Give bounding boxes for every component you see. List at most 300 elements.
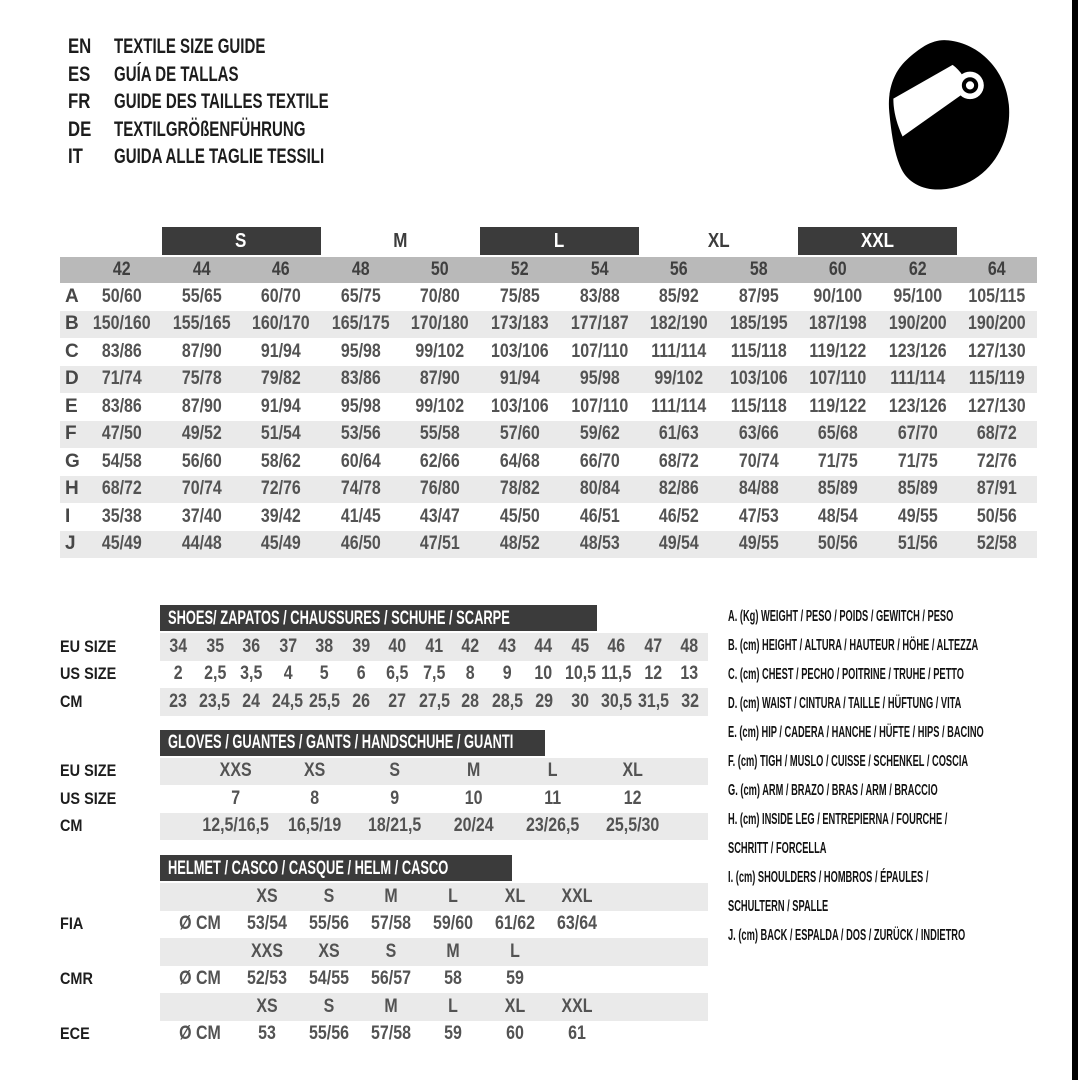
- legend-item-H: [728, 805, 1080, 863]
- legend-line: F. (cm) TIGH / MUSLO / CUISSE / SCHENKEL / COSCIA: [728, 753, 969, 770]
- value-cell: 79/82: [260, 368, 301, 390]
- value-cell: 40: [388, 635, 407, 657]
- value-cell: 59/62: [579, 423, 620, 445]
- size-label: XS: [256, 995, 278, 1017]
- legend-item-D: [728, 689, 1080, 718]
- value-cell: 46/52: [658, 505, 699, 527]
- legend-line: G. (cm) ARM / BRAZO / BRAS / ARM / BRACCIO: [728, 782, 938, 799]
- value-cell: 10: [464, 787, 483, 809]
- value-cell: 155/165: [172, 313, 231, 335]
- row-label: CM: [60, 691, 83, 711]
- value-cell: 60/64: [340, 450, 381, 472]
- size-label: S: [323, 995, 335, 1017]
- language-row: [68, 116, 421, 144]
- size-column-header: 52: [510, 259, 529, 280]
- value-cell: 71/75: [897, 450, 938, 472]
- value-cell: 12: [623, 787, 642, 809]
- value-cell: 52/58: [977, 533, 1018, 555]
- value-cell: 47/53: [738, 505, 779, 527]
- size-label: XXS: [251, 940, 283, 962]
- size-label: L: [448, 885, 458, 907]
- legend-line: B. (cm) HEIGHT / ALTURA / HAUTEUR / HÖHE / ALTEZZA: [728, 637, 979, 654]
- value-cell: 37: [278, 635, 297, 657]
- value-cell: 7: [231, 787, 241, 809]
- legend-line: H. (cm) INSIDE LEG / ENTREPIERNA / FOURCHE /: [728, 811, 948, 828]
- value-cell: 24: [242, 690, 261, 712]
- legend-line: C. (cm) CHEST / PECHO / POITRINE / TRUHE / PETTO: [728, 666, 964, 683]
- legend-item-F: [728, 747, 1080, 776]
- value-cell: 51/56: [897, 533, 938, 555]
- row-label: A: [65, 285, 79, 307]
- value-cell: 30,5: [600, 690, 632, 712]
- value-cell: 103/106: [490, 395, 549, 417]
- spacer: [60, 840, 708, 855]
- value-cell: 6,5: [386, 663, 409, 685]
- right-frame-border: [1072, 0, 1078, 1080]
- size-column-header: 46: [272, 259, 290, 280]
- value-cell: 47/50: [101, 423, 142, 445]
- value-cell: 74/78: [340, 478, 381, 500]
- value-cell: 3,5: [240, 663, 263, 685]
- value-cell: 68/72: [658, 450, 699, 472]
- value-cell: 61/62: [495, 913, 535, 935]
- value-cell: 83/86: [101, 395, 142, 417]
- language-code: IT: [68, 144, 83, 169]
- language-code: EN: [68, 34, 92, 59]
- value-cell: 52/53: [247, 968, 287, 990]
- shoes-table-row: [60, 688, 708, 716]
- value-cell: 35: [205, 635, 224, 657]
- row-label: F: [65, 423, 77, 445]
- value-cell: 71/74: [101, 368, 142, 390]
- value-cell: 190/200: [888, 313, 947, 335]
- size-label: L: [448, 995, 458, 1017]
- legend-line: SCHRITT / FORCELLA: [728, 840, 827, 857]
- diameter-prefix: Ø CM: [179, 1023, 221, 1045]
- value-cell: 53/56: [340, 423, 381, 445]
- value-cell: 63/64: [557, 913, 597, 935]
- row-label: CM: [60, 816, 83, 836]
- value-cell: 182/190: [650, 313, 708, 335]
- value-cell: 190/200: [968, 313, 1027, 335]
- value-cell: 107/110: [570, 340, 628, 362]
- value-cell: 119/122: [809, 340, 867, 362]
- racing-helmet-icon: [877, 36, 1015, 192]
- language-code: FR: [68, 89, 91, 114]
- measurement-legend: [728, 602, 1080, 950]
- value-cell: 95/100: [893, 285, 943, 307]
- row-label: C: [65, 340, 79, 362]
- value-cell: 2: [173, 663, 183, 685]
- value-cell: 85/89: [818, 478, 859, 500]
- value-cell: 39/42: [260, 505, 301, 527]
- value-cell: 72/76: [977, 450, 1018, 472]
- value-cell: 87/90: [420, 368, 461, 390]
- value-cell: 41/45: [340, 505, 381, 527]
- value-cell: 26: [352, 690, 371, 712]
- value-cell: 23,5: [199, 690, 231, 712]
- value-cell: 70/80: [420, 285, 461, 307]
- row-label: ECE: [60, 1024, 90, 1044]
- textile-row-D: [60, 366, 1037, 394]
- gloves-table: [60, 730, 708, 841]
- value-cell: 28,5: [491, 690, 523, 712]
- legend-item-A: [728, 602, 1080, 631]
- textile-row-I: [60, 503, 1037, 531]
- size-column-header: 42: [112, 259, 131, 280]
- value-cell: 150/160: [92, 313, 151, 335]
- textile-rows: [60, 283, 1037, 558]
- value-cell: 187/198: [809, 313, 867, 335]
- value-cell: 185/195: [729, 313, 788, 335]
- value-cell: 42: [461, 635, 480, 657]
- language-row: [68, 33, 421, 61]
- value-cell: 123/126: [888, 395, 947, 417]
- language-title: GUIDA ALLE TAGLIE TESSILI: [114, 144, 325, 169]
- value-cell: 75/78: [181, 368, 222, 390]
- value-cell: 27,5: [418, 690, 450, 712]
- value-cell: 83/86: [340, 368, 381, 390]
- size-column-header: 48: [351, 259, 370, 280]
- size-label: M: [384, 885, 398, 907]
- helmet-values: [160, 966, 708, 994]
- value-cell: 65/68: [818, 423, 859, 445]
- value-cell: 13: [680, 663, 699, 685]
- size-column-header: 62: [908, 259, 927, 280]
- value-cell: 31,5: [637, 690, 669, 712]
- value-cell: 56/60: [181, 450, 222, 472]
- value-cell: 44/48: [181, 533, 222, 555]
- size-label: M: [384, 995, 398, 1017]
- row-label: EU SIZE: [60, 761, 117, 781]
- size-label: XXL: [561, 885, 593, 907]
- value-cell: 72/76: [260, 478, 301, 500]
- value-cell: 23: [169, 690, 187, 712]
- value-cell: 62/66: [420, 450, 461, 472]
- value-cell: XXS: [219, 760, 252, 782]
- value-cell: M: [467, 760, 481, 782]
- helmet-sizes: [160, 883, 708, 911]
- textile-row-C: [60, 338, 1037, 366]
- shoes-table: [60, 605, 708, 716]
- value-cell: 55/58: [420, 423, 461, 445]
- value-cell: 27: [388, 690, 407, 712]
- value-cell: 165/175: [331, 313, 390, 335]
- size-group-XL: [639, 227, 798, 255]
- value-cell: 58: [444, 968, 462, 990]
- value-cell: 115/118: [730, 395, 787, 417]
- textile-row-J: [60, 531, 1037, 559]
- size-label: XXL: [561, 995, 593, 1017]
- value-cell: 46: [607, 635, 626, 657]
- size-label: XS: [256, 885, 278, 907]
- row-label: H: [65, 478, 79, 500]
- size-group-label: M: [393, 229, 408, 252]
- size-column-header: 56: [669, 259, 688, 280]
- diameter-prefix: Ø CM: [179, 968, 221, 990]
- size-group-L: [480, 227, 639, 255]
- shoes-table-row: [60, 633, 708, 661]
- size-label: L: [510, 940, 520, 962]
- value-cell: 78/82: [499, 478, 540, 500]
- value-cell: 83/86: [101, 340, 142, 362]
- value-cell: 63/66: [738, 423, 779, 445]
- legend-line: E. (cm) HIP / CADERA / HANCHE / HÜFTE / HIPS / BACINO: [728, 724, 984, 741]
- value-cell: 48: [680, 635, 699, 657]
- gloves-table-values: [160, 758, 708, 786]
- value-cell: 61: [568, 1023, 586, 1045]
- value-cell: 59: [506, 968, 524, 990]
- size-group-label: XXL: [861, 229, 895, 252]
- value-cell: 76/80: [420, 478, 461, 500]
- shoes-table-title: SHOES/ ZAPATOS / CHAUSSURES / SCHUHE / SCARPE: [168, 606, 510, 629]
- size-group-S: [162, 227, 321, 255]
- value-cell: 65/75: [340, 285, 381, 307]
- value-cell: 75/85: [499, 285, 540, 307]
- size-column-header: 64: [988, 259, 1007, 280]
- value-cell: 49/52: [181, 423, 222, 445]
- size-label: XS: [318, 940, 340, 962]
- value-cell: 87/95: [738, 285, 779, 307]
- legend-item-J: [728, 921, 1080, 950]
- value-cell: XS: [304, 760, 326, 782]
- value-cell: 11: [544, 787, 562, 809]
- value-cell: 103/106: [729, 368, 788, 390]
- value-cell: 66/70: [579, 450, 620, 472]
- helmet-values: [160, 1021, 708, 1049]
- value-cell: 82/86: [658, 478, 699, 500]
- diameter-prefix: Ø CM: [179, 913, 221, 935]
- value-cell: 9: [502, 663, 512, 685]
- legend-item-G: [728, 776, 1080, 805]
- value-cell: 50/56: [977, 505, 1018, 527]
- value-cell: 160/170: [252, 313, 310, 335]
- size-label: XL: [504, 995, 526, 1017]
- value-cell: 48/54: [818, 505, 859, 527]
- value-cell: 90/100: [813, 285, 863, 307]
- language-header: [68, 33, 421, 171]
- size-label: XL: [504, 885, 526, 907]
- helmet-table: [60, 855, 708, 1048]
- value-cell: 170/180: [411, 313, 469, 335]
- value-cell: 85/89: [897, 478, 938, 500]
- helmet-value-row-CMR: [60, 966, 708, 994]
- value-cell: 99/102: [654, 368, 704, 390]
- value-cell: 103/106: [490, 340, 549, 362]
- value-cell: 8: [465, 663, 475, 685]
- value-cell: 111/114: [651, 340, 707, 362]
- value-cell: 4: [283, 663, 293, 685]
- value-cell: 53: [258, 1023, 276, 1045]
- textile-row-E: [60, 393, 1037, 421]
- textile-row-A: [60, 283, 1037, 311]
- value-cell: 56/57: [371, 968, 411, 990]
- helmet-value-row-ECE: [60, 1021, 708, 1049]
- value-cell: 91/94: [260, 395, 301, 417]
- value-cell: 177/187: [570, 313, 629, 335]
- value-cell: XL: [622, 760, 643, 782]
- language-code: ES: [68, 61, 91, 86]
- textile-row-H: [60, 476, 1037, 504]
- value-cell: 91/94: [260, 340, 301, 362]
- value-cell: 57/58: [371, 913, 411, 935]
- language-title: TEXTILE SIZE GUIDE: [114, 34, 266, 59]
- legend-line: D. (cm) WAIST / CINTURA / TAILLE / HÜFTUNG / VITA: [728, 695, 962, 712]
- value-cell: 35/38: [101, 505, 142, 527]
- language-title: GUÍA DE TALLAS: [114, 61, 239, 86]
- language-code: DE: [68, 116, 92, 141]
- value-cell: 95/98: [340, 340, 381, 362]
- row-label: CMR: [60, 969, 93, 989]
- value-cell: 43: [498, 635, 516, 657]
- value-cell: 55/56: [309, 913, 349, 935]
- helmet-sizes-row-ECE: [60, 993, 708, 1021]
- value-cell: 80/84: [579, 478, 620, 500]
- size-column-header: 44: [192, 259, 211, 280]
- value-cell: 50/56: [818, 533, 859, 555]
- value-cell: 7,5: [422, 663, 445, 685]
- legend-item-C: [728, 660, 1080, 689]
- value-cell: 127/130: [968, 395, 1027, 417]
- value-cell: 5: [319, 663, 329, 685]
- textile-size-table: [60, 227, 1037, 558]
- shoes-table-header: [160, 605, 597, 631]
- gloves-table-values: [160, 813, 708, 841]
- value-cell: 99/102: [415, 340, 465, 362]
- value-cell: 60: [506, 1023, 524, 1045]
- value-cell: 53/54: [247, 913, 287, 935]
- size-column-header: 58: [749, 259, 768, 280]
- size-group-XXL: [798, 227, 957, 255]
- legend-line: J. (cm) BACK / ESPALDA / DOS / ZURÜCK / INDIETRO: [728, 927, 966, 944]
- value-cell: 119/122: [809, 395, 867, 417]
- value-cell: 61/63: [658, 423, 699, 445]
- value-cell: 57/58: [371, 1023, 411, 1045]
- row-label: B: [65, 313, 79, 335]
- value-cell: 71/75: [818, 450, 859, 472]
- value-cell: 37/40: [181, 505, 222, 527]
- value-cell: 28: [461, 690, 480, 712]
- value-cell: 2,5: [203, 663, 226, 685]
- size-label: S: [385, 940, 397, 962]
- value-cell: 111/114: [890, 368, 946, 390]
- value-cell: 83/88: [579, 285, 620, 307]
- legend-line: A. (Kg) WEIGHT / PESO / POIDS / GEWITCH / PESO: [728, 608, 954, 625]
- gloves-table-row: [60, 813, 708, 841]
- value-cell: 47/51: [420, 533, 461, 555]
- value-cell: 173/183: [490, 313, 549, 335]
- value-cell: 55/56: [309, 1023, 349, 1045]
- row-label: I: [65, 505, 71, 527]
- textile-row-F: [60, 421, 1037, 449]
- helmet-table-title: HELMET / CASCO / CASQUE / HELM / CASCO: [168, 856, 449, 879]
- spacer: [60, 716, 708, 730]
- value-cell: 49/55: [738, 533, 779, 555]
- value-cell: 25,5: [309, 690, 341, 712]
- value-cell: 68/72: [101, 478, 142, 500]
- shoes-table-row: [60, 661, 708, 689]
- size-group-M: [321, 227, 480, 255]
- value-cell: 111/114: [651, 395, 707, 417]
- helmet-sizes: [160, 993, 708, 1021]
- value-cell: 99/102: [415, 395, 465, 417]
- value-cell: 11,5: [601, 663, 632, 685]
- row-label: FIA: [60, 914, 84, 934]
- language-row: [68, 61, 421, 89]
- size-label: S: [323, 885, 335, 907]
- value-cell: 115/118: [730, 340, 787, 362]
- value-cell: 41: [425, 635, 443, 657]
- value-cell: 45/49: [101, 533, 142, 555]
- shoes-table-values: [160, 633, 708, 661]
- helmet-sizes: [160, 938, 708, 966]
- value-cell: 16,5/19: [288, 815, 342, 837]
- value-cell: 60/70: [260, 285, 301, 307]
- value-cell: 36: [242, 635, 261, 657]
- value-cell: 64/68: [499, 450, 540, 472]
- size-column-header: 60: [829, 259, 847, 280]
- value-cell: 127/130: [968, 340, 1027, 362]
- value-cell: 46/51: [579, 505, 620, 527]
- value-cell: 38: [315, 635, 334, 657]
- helmet-sizes-row-FIA: [60, 883, 708, 911]
- value-cell: 49/55: [897, 505, 938, 527]
- row-label: J: [65, 533, 76, 555]
- gloves-table-values: [160, 785, 708, 813]
- textile-row-G: [60, 448, 1037, 476]
- value-cell: 67/70: [897, 423, 938, 445]
- value-cell: 58/62: [260, 450, 301, 472]
- value-cell: 32: [681, 690, 699, 712]
- helmet-table-header: [160, 855, 512, 881]
- value-cell: 45: [571, 635, 589, 657]
- value-cell: 29: [534, 690, 553, 712]
- legend-item-I: [728, 863, 1080, 921]
- language-row: [68, 143, 421, 171]
- value-cell: 20/24: [453, 815, 494, 837]
- row-label: D: [65, 368, 79, 390]
- language-title: GUIDE DES TAILLES TEXTILE: [114, 89, 329, 114]
- value-cell: 87/91: [977, 478, 1018, 500]
- value-cell: 87/90: [181, 395, 222, 417]
- textile-row-B: [60, 311, 1037, 339]
- value-cell: 46/50: [340, 533, 381, 555]
- value-cell: S: [388, 760, 400, 782]
- row-label: US SIZE: [60, 664, 117, 684]
- row-label: US SIZE: [60, 788, 117, 808]
- size-label: M: [446, 940, 460, 962]
- value-cell: 107/110: [809, 368, 867, 390]
- value-cell: 107/110: [570, 395, 628, 417]
- value-cell: 87/90: [181, 340, 222, 362]
- legend-line: SCHULTERN / SPALLE: [728, 898, 829, 915]
- value-cell: 57/60: [499, 423, 540, 445]
- size-column-header: 50: [431, 259, 449, 280]
- value-cell: 70/74: [738, 450, 779, 472]
- gloves-table-header: [160, 730, 545, 756]
- language-title: TEXTILGRÖßENFÜHRUNG: [114, 116, 306, 141]
- value-cell: 95/98: [340, 395, 381, 417]
- value-cell: 105/115: [968, 285, 1026, 307]
- value-cell: 12,5/16,5: [202, 815, 269, 837]
- size-header-row: [60, 257, 1037, 283]
- value-cell: 59/60: [433, 913, 473, 935]
- size-group-label: XL: [707, 229, 730, 252]
- value-cell: 95/98: [579, 368, 620, 390]
- value-cell: 44: [534, 635, 553, 657]
- language-row: [68, 88, 421, 116]
- value-cell: 49/54: [658, 533, 699, 555]
